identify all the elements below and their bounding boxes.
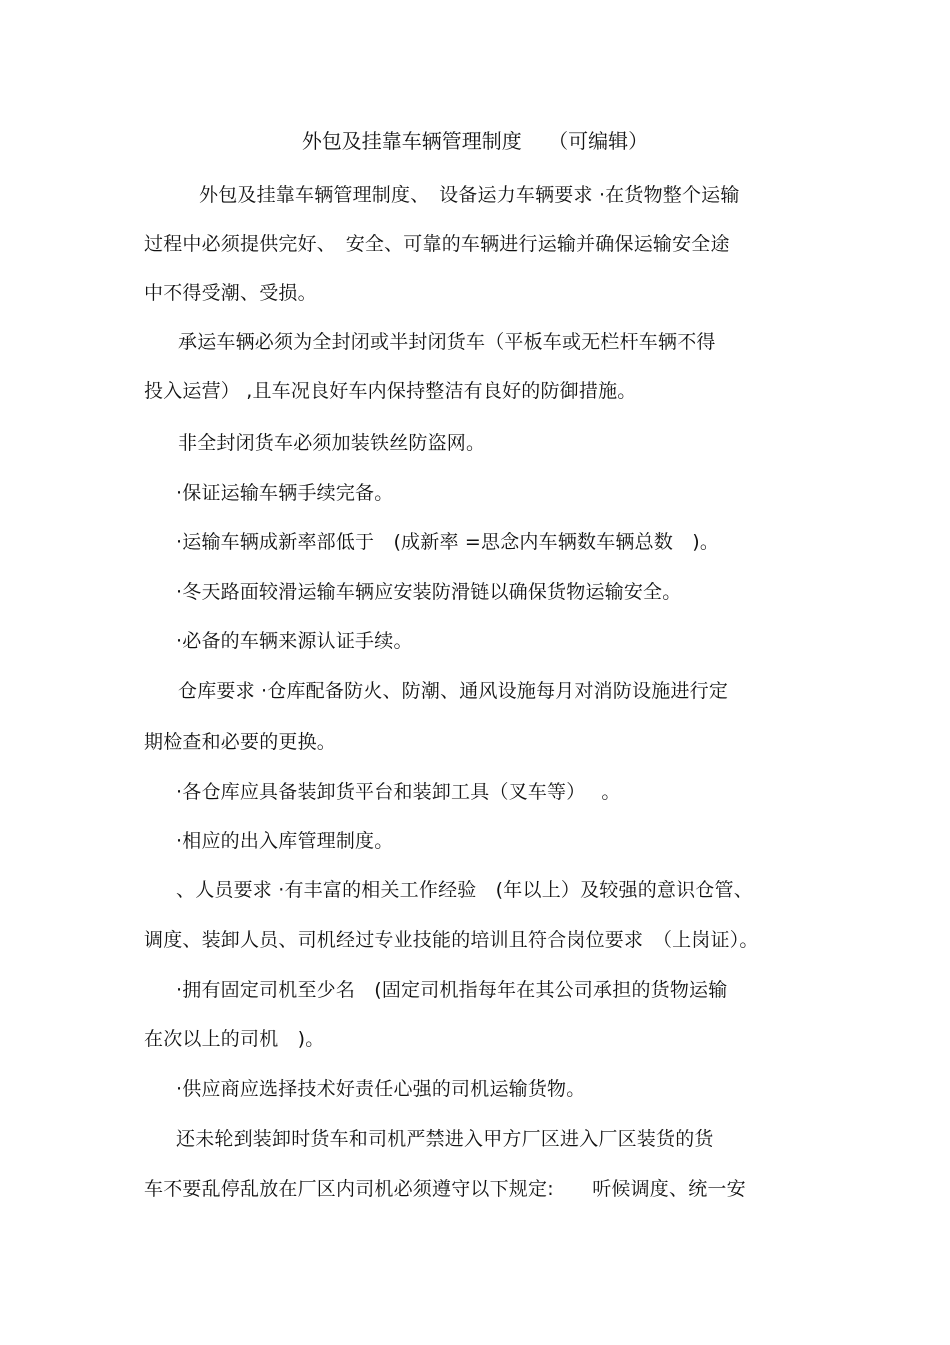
paragraph-line: 、人员要求 ·有丰富的相关工作经验 (年以上）及较强的意识仓管、 [176,879,753,901]
paragraph-line: 投入运营） ,且车况良好车内保持整洁有良好的防御措施。 [144,380,637,402]
paragraph-line: ·拥有固定司机至少名 (固定司机指每年在其公司承担的货物运输 [176,979,728,1001]
paragraph-line: ·必备的车辆来源认证手续。 [176,630,413,652]
paragraph-line: 在次以上的司机 )。 [144,1028,325,1050]
paragraph-line: 承运车辆必须为全封闭或半封闭货车（平板车或无栏杆车辆不得 [178,331,716,353]
paragraph-line: ·各仓库应具备装卸货平台和装卸工具（叉车等） 。 [176,781,621,803]
paragraph-line: ·保证运输车辆手续完备。 [176,482,394,504]
paragraph-line: 还未轮到装卸时货车和司机严禁进入甲方厂区进入厂区装货的货 [176,1128,714,1150]
paragraph-line: 车不要乱停乱放在厂区内司机必须遵守以下规定: 听候调度、统一安 [144,1178,746,1200]
paragraph-line: ·供应商应选择技术好责任心强的司机运输货物。 [176,1078,586,1100]
paragraph-line: ·运输车辆成新率部低于 (成新率 =思念内车辆数车辆总数 )。 [176,531,720,553]
paragraph-line: 中不得受潮、受损。 [144,282,317,304]
paragraph-line: 调度、装卸人员、司机经过专业技能的培训且符合岗位要求 （上岗证）。 [144,929,759,951]
paragraph-line: 非全封闭货车必须加装铁丝防盗网。 [178,432,486,454]
paragraph-line: ·冬天路面较滑运输车辆应安装防滑链以确保货物运输安全。 [176,581,682,603]
paragraph-line: 过程中必须提供完好、 安全、可靠的车辆进行运输并确保运输安全途 [144,233,730,255]
paragraph-line: ·相应的出入库管理制度。 [176,830,394,852]
document-title: 外包及挂靠车辆管理制度 （可编辑） [301,129,649,153]
paragraph-line: 外包及挂靠车辆管理制度、 设备运力车辆要求 ·在货物整个运输 [199,184,740,206]
paragraph-line: 仓库要求 ·仓库配备防火、防潮、通风设施每月对消防设施进行定 [178,680,729,702]
paragraph-line: 期检查和必要的更换。 [144,731,337,753]
